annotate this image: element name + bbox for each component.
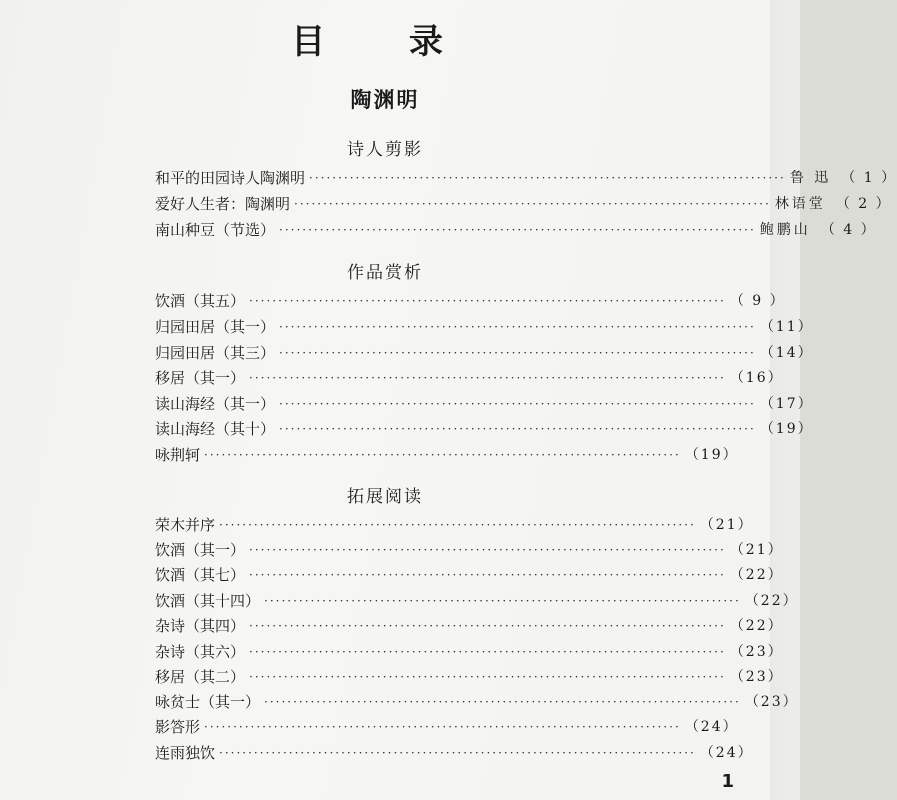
toc-entry[interactable] (155, 564, 784, 586)
entry-author: 鲍鹏山 (759, 222, 811, 238)
entry-title: 饮酒（其五） (155, 292, 246, 310)
entry-page: （ 1 ） (841, 170, 897, 186)
leader-dots: ·················································································· (219, 746, 696, 760)
entry-title: 影答形 (155, 718, 201, 736)
toc-entry[interactable] (155, 590, 799, 612)
entry-title: 和平的田园诗人陶渊明 (155, 169, 306, 187)
entry-page: （ 2 ） (835, 196, 892, 212)
toc-entry[interactable] (155, 393, 814, 415)
entry-page: （21） (729, 542, 784, 558)
entry-page: （19） (759, 421, 814, 437)
leader-dots: ·················································································· (294, 197, 771, 211)
entry-title: 爱好人生者：陶渊明 (155, 195, 291, 213)
entry-page: （24） (699, 745, 754, 761)
toc-entry[interactable] (155, 742, 754, 764)
entry-page: （ 4 ） (820, 222, 877, 238)
toc-entry[interactable] (155, 367, 784, 389)
toc-entry[interactable] (155, 539, 784, 561)
entry-title: 杂诗（其四） (155, 617, 246, 635)
entry-title: 连雨独饮 (155, 744, 216, 762)
entry-title: 咏贫士（其一） (155, 693, 261, 711)
entry-title: 归园田居（其一） (155, 318, 276, 336)
entry-title: 饮酒（其七） (155, 566, 246, 584)
entry-title: 咏荆轲 (155, 446, 201, 464)
leader-dots: ·················································································· (264, 594, 741, 608)
toc-entry[interactable] (155, 290, 786, 312)
section-title-appreciation: 作品赏析 (347, 263, 423, 283)
leader-dots: ·················································································· (249, 619, 726, 633)
entry-page: （19） (684, 447, 739, 463)
toc-entry[interactable] (155, 641, 784, 663)
entry-page: （14） (759, 345, 814, 361)
entry-page: （ 9 ） (729, 293, 786, 309)
leader-dots: ·················································································· (249, 294, 726, 308)
leader-dots: ·················································································· (279, 397, 756, 411)
entry-title: 读山海经（其一） (155, 395, 276, 413)
toc-entry[interactable] (155, 691, 799, 713)
entry-author: 鲁 迅 (789, 170, 832, 186)
leader-dots: ·················································································· (204, 720, 681, 734)
section-title-profile: 诗人剪影 (347, 140, 423, 160)
entry-page: （21） (699, 517, 754, 533)
leader-dots: ·················································································· (279, 422, 756, 436)
entry-page: （22） (729, 567, 784, 583)
entry-page: （22） (729, 618, 784, 634)
entry-title: 南山种豆（节选） (155, 221, 276, 239)
entry-title: 移居（其一） (155, 369, 246, 387)
entry-title: 饮酒（其十四） (155, 592, 261, 610)
entry-page: （23） (729, 669, 784, 685)
entry-title: 归园田居（其三） (155, 344, 276, 362)
entry-title: 饮酒（其一） (155, 541, 246, 559)
entry-title: 荣木并序 (155, 516, 216, 534)
page-number: 1 (721, 771, 734, 792)
leader-dots: ·················································································· (204, 448, 681, 462)
entry-page: （11） (759, 319, 814, 335)
toc-entry[interactable] (155, 219, 877, 241)
toc-entry[interactable] (155, 716, 739, 738)
toc-entry[interactable] (155, 514, 754, 536)
entry-page: （23） (729, 644, 784, 660)
entry-page: （24） (684, 719, 739, 735)
leader-dots: ·················································································· (219, 518, 696, 532)
entry-title: 读山海经（其十） (155, 420, 276, 438)
toc-entry[interactable] (155, 615, 784, 637)
leader-dots: ·················································································· (249, 670, 726, 684)
toc-heading: 目 录 (291, 22, 479, 62)
leader-dots: ·················································································· (249, 543, 726, 557)
toc-entry[interactable] (155, 666, 784, 688)
entry-author: 林语堂 (774, 196, 826, 212)
leader-dots: ·················································································· (309, 171, 786, 185)
entry-title: 移居（其二） (155, 668, 246, 686)
leader-dots: ·················································································· (279, 320, 756, 334)
toc-entry[interactable] (155, 193, 892, 215)
toc-entry[interactable] (155, 167, 897, 189)
section-title-extended-reading: 拓展阅读 (347, 487, 423, 507)
toc-entry[interactable] (155, 418, 814, 440)
entry-title: 杂诗（其六） (155, 643, 246, 661)
toc-entry[interactable] (155, 316, 814, 338)
entry-page: （22） (744, 593, 799, 609)
leader-dots: ·················································································· (249, 645, 726, 659)
leader-dots: ·················································································· (249, 568, 726, 582)
entry-page: （17） (759, 396, 814, 412)
leader-dots: ·················································································· (279, 346, 756, 360)
leader-dots: ·················································································· (249, 371, 726, 385)
toc-entry[interactable] (155, 342, 814, 364)
author-heading: 陶渊明 (350, 87, 420, 112)
toc-entry[interactable] (155, 444, 739, 466)
entry-page: （16） (729, 370, 784, 386)
leader-dots: ·················································································· (264, 695, 741, 709)
entry-page: （23） (744, 694, 799, 710)
leader-dots: ·················································································· (279, 223, 756, 237)
